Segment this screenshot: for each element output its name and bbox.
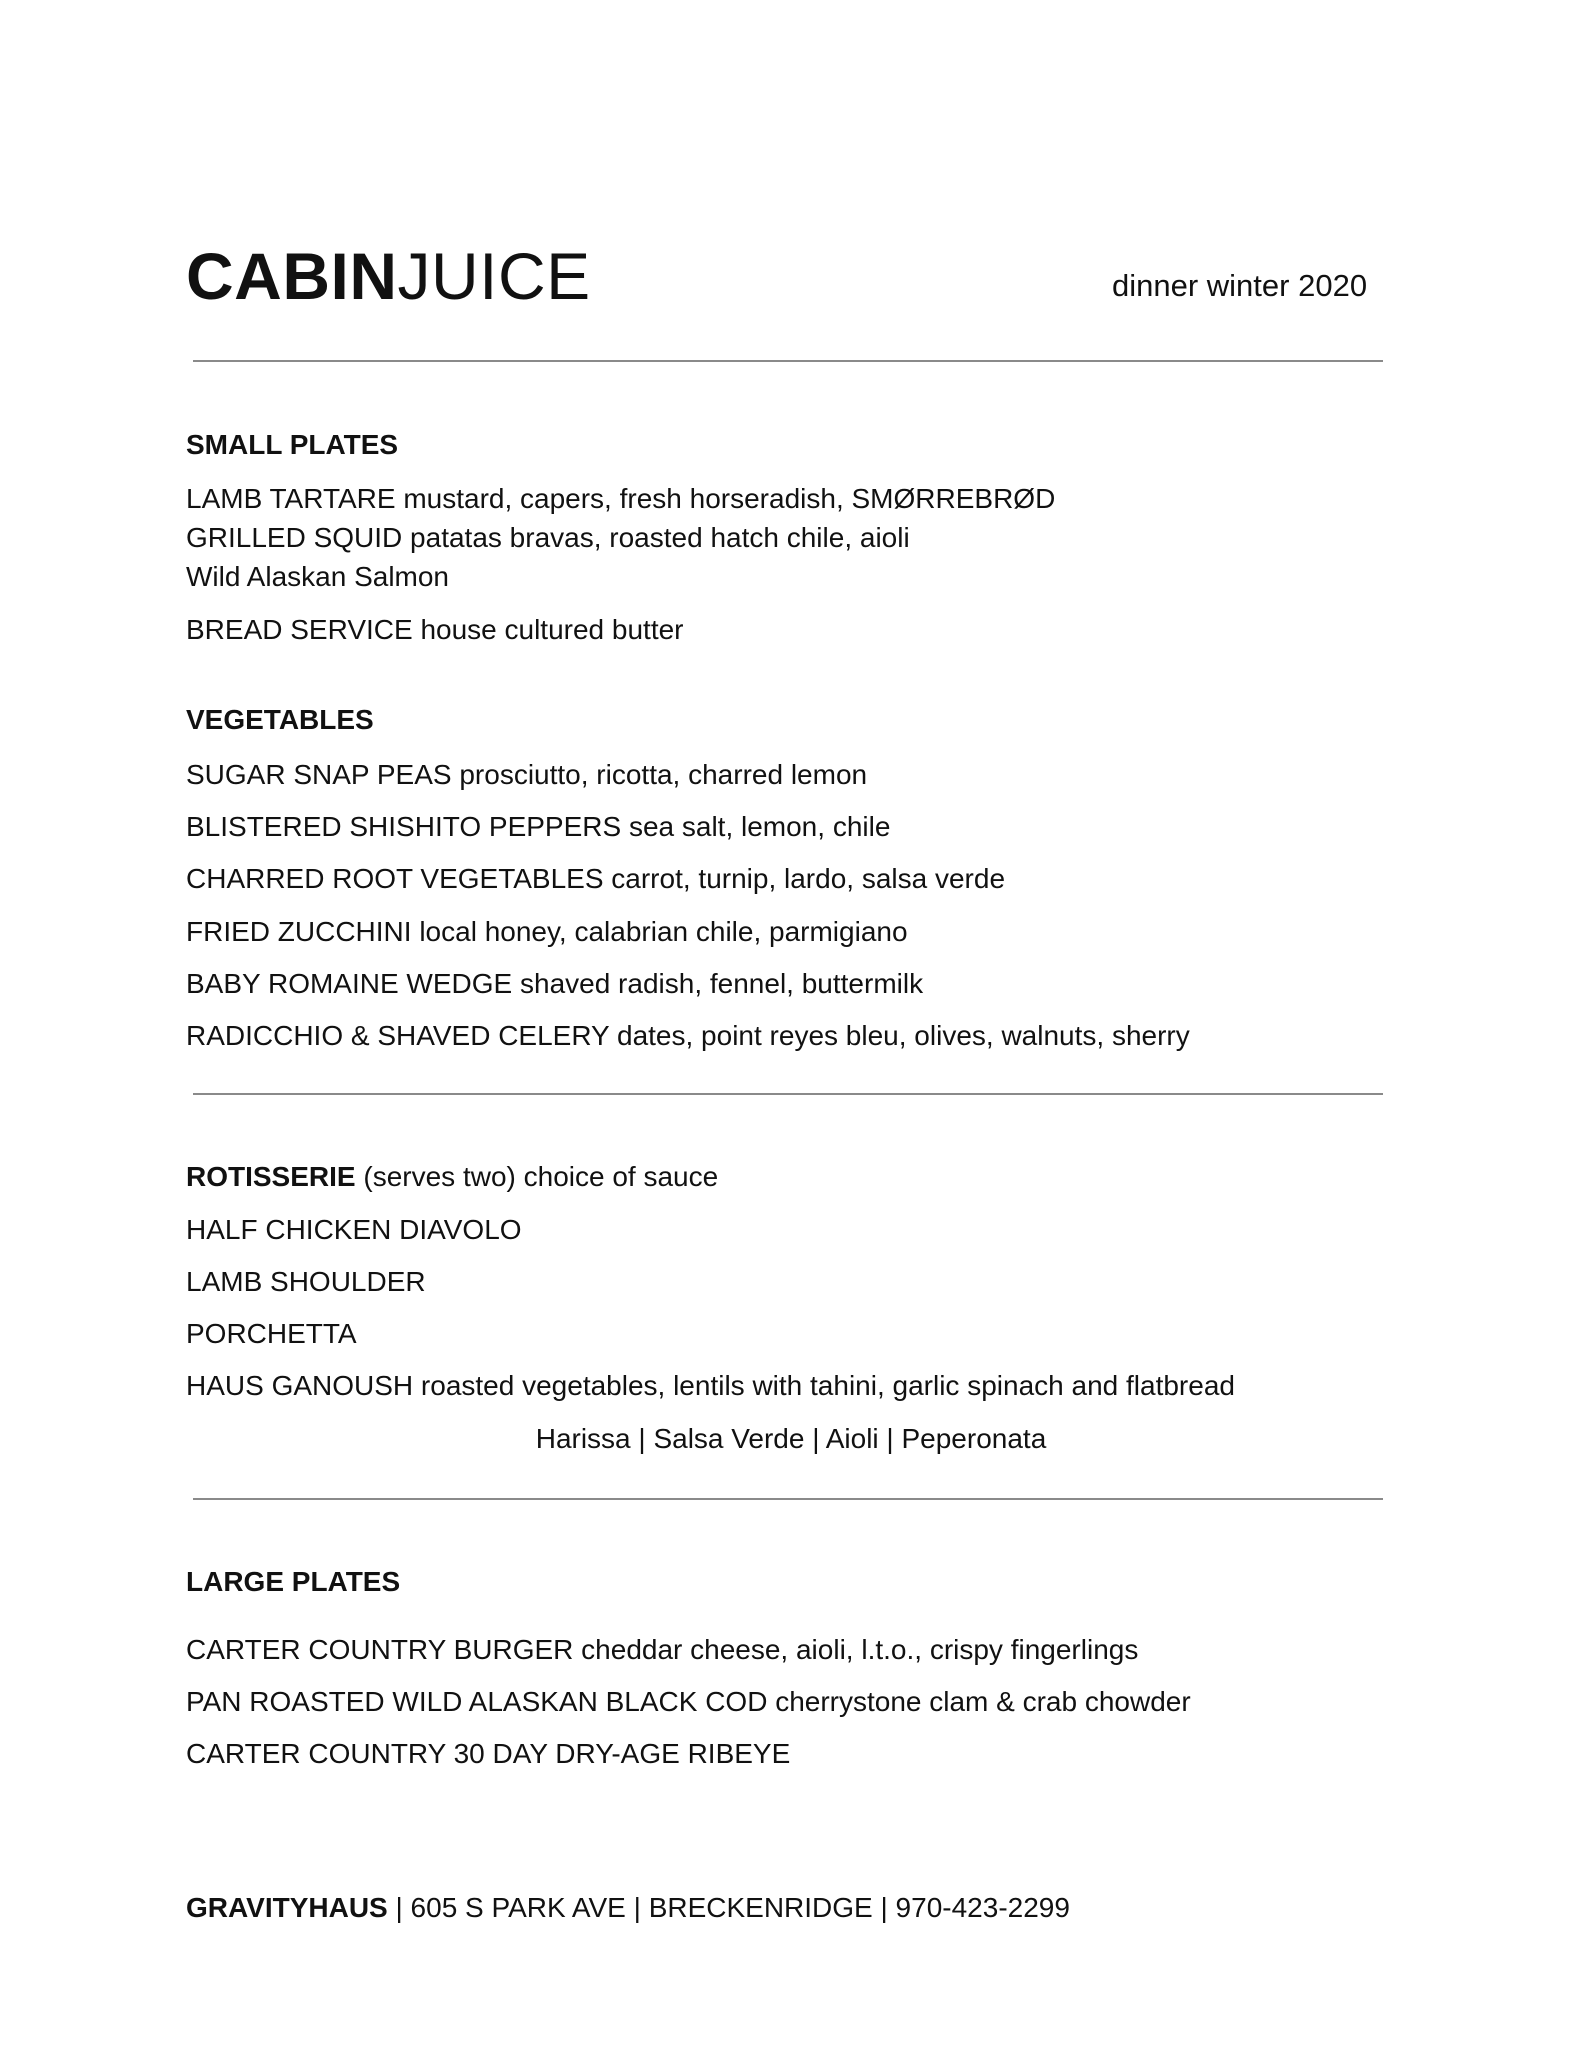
footer-venue: GRAVITYHAUS <box>186 1892 388 1923</box>
menu-item: BLISTERED SHISHITO PEPPERS sea salt, lemon, chile <box>186 811 891 842</box>
menu-item: Wild Alaskan Salmon <box>186 561 450 592</box>
menu-edition: dinner winter 2020 <box>1112 268 1368 303</box>
divider-middle <box>193 1093 1383 1095</box>
menu-item: CARTER COUNTRY BURGER cheddar cheese, aioli, l.t.o., crispy fingerlings <box>186 1634 1139 1665</box>
menu-item: FRIED ZUCCHINI local honey, calabrian chile, parmigiano <box>186 916 908 947</box>
divider-lower <box>193 1498 1383 1500</box>
footer-address <box>186 1890 1070 1926</box>
menu-item: HALF CHICKEN DIAVOLO <box>186 1214 522 1245</box>
divider-top <box>193 360 1383 362</box>
logo-bold-part: CABIN <box>186 239 398 313</box>
restaurant-logo <box>186 236 591 316</box>
menu-item: RADICCHIO & SHAVED CELERY dates, point reyes bleu, olives, walnuts, sherry <box>186 1020 1190 1051</box>
menu-item: PORCHETTA <box>186 1318 357 1349</box>
sauce-options: Harissa | Salsa Verde | Aioli | Peperonata <box>535 1423 1047 1454</box>
menu-item: PAN ROASTED WILD ALASKAN BLACK COD cherrystone clam & crab chowder <box>186 1686 1191 1717</box>
menu-item: BREAD SERVICE house cultured butter <box>186 614 684 645</box>
section-heading-large-plates: LARGE PLATES <box>186 1566 401 1597</box>
menu-item: GRILLED SQUID patatas bravas, roasted hatch chile, aioli <box>186 522 910 553</box>
menu-item: HAUS GANOUSH roasted vegetables, lentils with tahini, garlic spinach and flatbread <box>186 1370 1235 1401</box>
menu-item: SUGAR SNAP PEAS prosciutto, ricotta, charred lemon <box>186 759 868 790</box>
section-heading-rotisserie <box>186 1159 718 1195</box>
rotisserie-note: (serves two) choice of sauce <box>355 1161 719 1192</box>
section-heading-vegetables: VEGETABLES <box>186 704 374 735</box>
menu-item: LAMB TARTARE mustard, capers, fresh horseradish, SMØRREBRØD <box>186 483 1056 514</box>
menu-item: CHARRED ROOT VEGETABLES carrot, turnip, lardo, salsa verde <box>186 863 1006 894</box>
logo-light-part: JUICE <box>397 239 591 313</box>
menu-item: BABY ROMAINE WEDGE shaved radish, fennel, buttermilk <box>186 968 924 999</box>
menu-item: LAMB SHOULDER <box>186 1266 426 1297</box>
section-heading-small-plates: SMALL PLATES <box>186 429 399 460</box>
menu-item: CARTER COUNTRY 30 DAY DRY-AGE RIBEYE <box>186 1738 791 1769</box>
rotisserie-title: ROTISSERIE <box>186 1161 356 1192</box>
footer-details: | 605 S PARK AVE | BRECKENRIDGE | 970-423-2299 <box>387 1892 1070 1923</box>
